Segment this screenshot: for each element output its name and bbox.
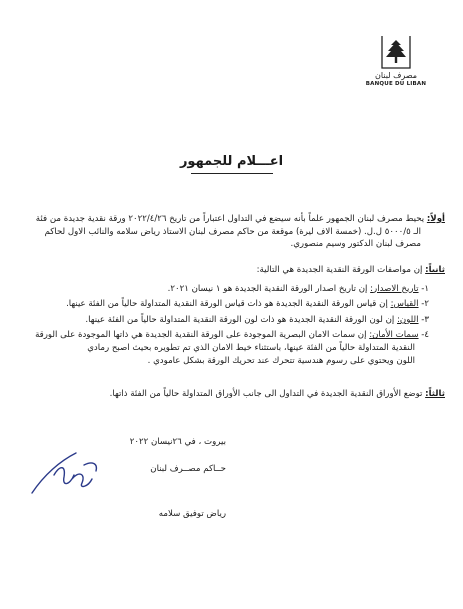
- bank-name-arabic: مصرف لبنان: [374, 71, 418, 80]
- section-third: ثالثاً: توضع الأوراق النقدية الجديدة في التداول الى جانب الأوراق المتداولة حالياً من الفئة ذاتها.: [109, 389, 445, 399]
- page-title: اعـــلام للجمهور: [179, 154, 284, 169]
- spec-item-color: ٣- اللون: إن لون الورقة النقدية الجديدة هو ذات لون الورقة النقدية المتداولة حالياً من الفئة عينها.: [85, 314, 429, 325]
- spec-key: القياس:: [390, 299, 419, 310]
- spec-item-security: ٤- سمات الأمان: إن سمات الامان البصرية الموجودة على الورقة النقدية الجديدة هي ذاتها الموجودة على الورقة النقدية المتداولة حالياً من الفئة عينها، باستثناء خيط الامان الذي تم تطويره بحيث اصبح رمادي اللون ويحتوي على رسوم هندسية تتحرك عند تحريك الورقة بشكل عامودي .: [35, 330, 429, 366]
- section-first-label: أولاً:: [426, 214, 445, 224]
- spec-item-size: ٢- القياس: إن قياس الورقة النقدية الجديدة هو ذات قياس الورقة النقدية المتداولة حالياً من الفئة عينها.: [66, 299, 429, 310]
- section-first-line-1: أولاً: يحيط مصرف لبنان الجمهور علماً بأنه سيضع في التداول اعتباراً من تاريخ ٢٠٢٢/٤/٢٦ ورقة نقدية جديدة من فئة: [35, 214, 445, 224]
- cedar-tree-icon: [379, 34, 413, 70]
- signatory-title: حــاكم مصــرف لبنان: [150, 464, 226, 474]
- section-first-line-2: الـ ٥٠٠٠/٥ ل.ل. (خمسة الاف ليرة) موقعة من حاكم مصرف لبنان الاستاذ رياض سلامه والنائب الاول لحاكم: [44, 226, 421, 237]
- spec-key: اللون:: [397, 314, 419, 325]
- signature-image: [26, 435, 111, 497]
- spec-item-issue-date: ١- تاريخ الاصدار: إن تاريخ اصدار الورقة النقدية الجديدة هو ١ نيسان ٢٠٢١.: [167, 283, 429, 294]
- section-first-line-3: مصرف لبنان الدكتور وسيم منصوري.: [290, 239, 421, 250]
- spec-key: تاريخ الاصدار:: [370, 283, 419, 294]
- signatory-name: رياض توفيق سلامه: [158, 509, 226, 519]
- section-second: [15, 264, 445, 370]
- title-underline: [191, 173, 273, 174]
- bank-logo: [360, 34, 432, 87]
- section-third-label: ثالثاً:: [425, 389, 445, 399]
- section-second-label: ثانياً:: [425, 265, 445, 275]
- date-line: بيروت ، في ٢٦نيسان ٢٠٢٢: [129, 437, 226, 447]
- section-second-intro-line: ثانياً: إن مواصفات الورقة النقدية الجديدة هي التالية:: [256, 265, 445, 275]
- bank-name-english: BANQUE DU LIBAN: [365, 81, 427, 87]
- section-first: [15, 213, 445, 251]
- spec-key: سمات الأمان:: [369, 330, 419, 341]
